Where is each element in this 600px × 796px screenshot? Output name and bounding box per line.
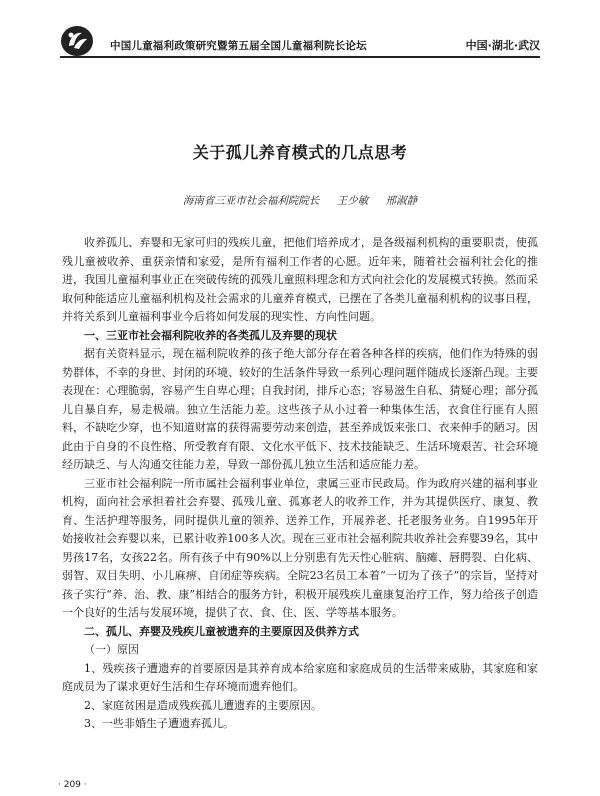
conference-venue: 中国·湖北·武汉: [465, 39, 540, 52]
running-head: 中国儿童福利政策研究暨第五届全国儿童福利院长论坛: [110, 40, 367, 52]
paragraph: 三亚市社会福利院一所市属社会福利事业单位，隶属三亚市民政局。作为政府兴建的福利事业机构，面向社会承担着社会弃婴、孤残儿童、孤寡老人的收养工作，并为其提供医疗、康复、教育、生活护理等服务，同时提供儿童的领养、送养工作，开展养老、托老服务业务。自1995年开始接收社会弃婴以来，已累计收养100多人次。现在三亚市社会福利院共收养社会弃婴39名，其中男孩17名，女孩22名。所有孩子中有90%以上分别患有先天性心脏病、脑瘫、唇腭裂、白化病、弱智、双目失明、小儿麻痹、自闭症等疾病。全院23名员工本着“一切为了孩子”的宗旨，坚持对孩子实行“养、治、教、康”相结合的服务方针，积极开展残疾儿童康复治疗工作，努力给孩子创造一个良好的生活与发展环境，提供了衣、食、住、医、学等基本服务。: [62, 476, 538, 619]
paragraph: 2、家庭贫困是造成残疾孤儿遭遗弃的主要原因。: [84, 698, 322, 712]
byline: [0, 193, 600, 208]
article-title: 关于孤儿养育模式的几点思考: [192, 143, 408, 162]
paragraph: 1、残疾孩子遭遗弃的首要原因是其养育成本给家庭和家庭成员的生活带来威胁，其家庭和家庭成员为了谋求更好生活和生存环境而遗弃他们。: [62, 661, 538, 693]
forum-logo-icon: [60, 24, 94, 58]
section-heading: 二、孤儿、弃婴及残疾儿童被遗弃的主要原因及供养方式: [84, 624, 359, 638]
paragraph: 3、一些非婚生子遭遗弃孤儿。: [84, 717, 234, 730]
section-heading: 一、三亚市社会福利院收养的各类孤儿及弃婴的现状: [84, 328, 337, 342]
header-rule: [60, 56, 540, 58]
page-number: · 209 ·: [58, 780, 87, 790]
paragraph: 据有关资料显示，现在福利院收养的孩子绝大部分存在着各种各样的疾病，他们作为特殊的弱势群体，不幸的身世、封闭的环境、较好的生活条件导致一系列心理问题伴随成长逐渐凸现。主要表现在：心理脆弱，容易产生自卑心理；自我封闭，排斥心态；容易滋生自私、猜疑心理；部分孤儿自暴自弃，易走极端。独立生活能力差。这些孩子从小过着一种集体生活，衣食住行匪有人照料，不缺吃少穿，也不知道财富的获得需要劳动来创造，甚至养成饭来张口、衣来伸手的陋习。因此由于自身的不良性格、所受教育有限、文化水平低下、技术技能缺乏、生活环境艰苦、社会环境经历缺乏、与人沟通交往能力差，导致一部份孤儿独立生活和适应能力差。: [62, 347, 538, 471]
page-header: [60, 22, 540, 62]
author-name: 邢淑静: [385, 195, 418, 207]
article-body: [62, 234, 538, 734]
paragraph: 收养孤儿、弃婴和无家可归的残疾儿童，把他们培养成才，是各级福利机构的重要职责，使孤残儿童被收养、重获亲情和家爱，是所有福利工作者的心愿。近年来，随着社会福利社会化的推进，我国儿童福利事业正在突破传统的孤残儿童照料理念和方式向社会化的发展模式转换。然而采取何种能适应儿童福利机构及社会需求的儿童养育模式，已摆在了各类儿童福利机构的议事日程，并将关系到儿童福利事业今后将如何发展的现实性、方向性问题。: [62, 236, 538, 323]
subsection-heading: （一）原因: [84, 643, 139, 656]
author-affiliation: 海南省三亚市社会福利院院长: [182, 195, 320, 207]
author-name: 王少敏: [336, 195, 369, 207]
